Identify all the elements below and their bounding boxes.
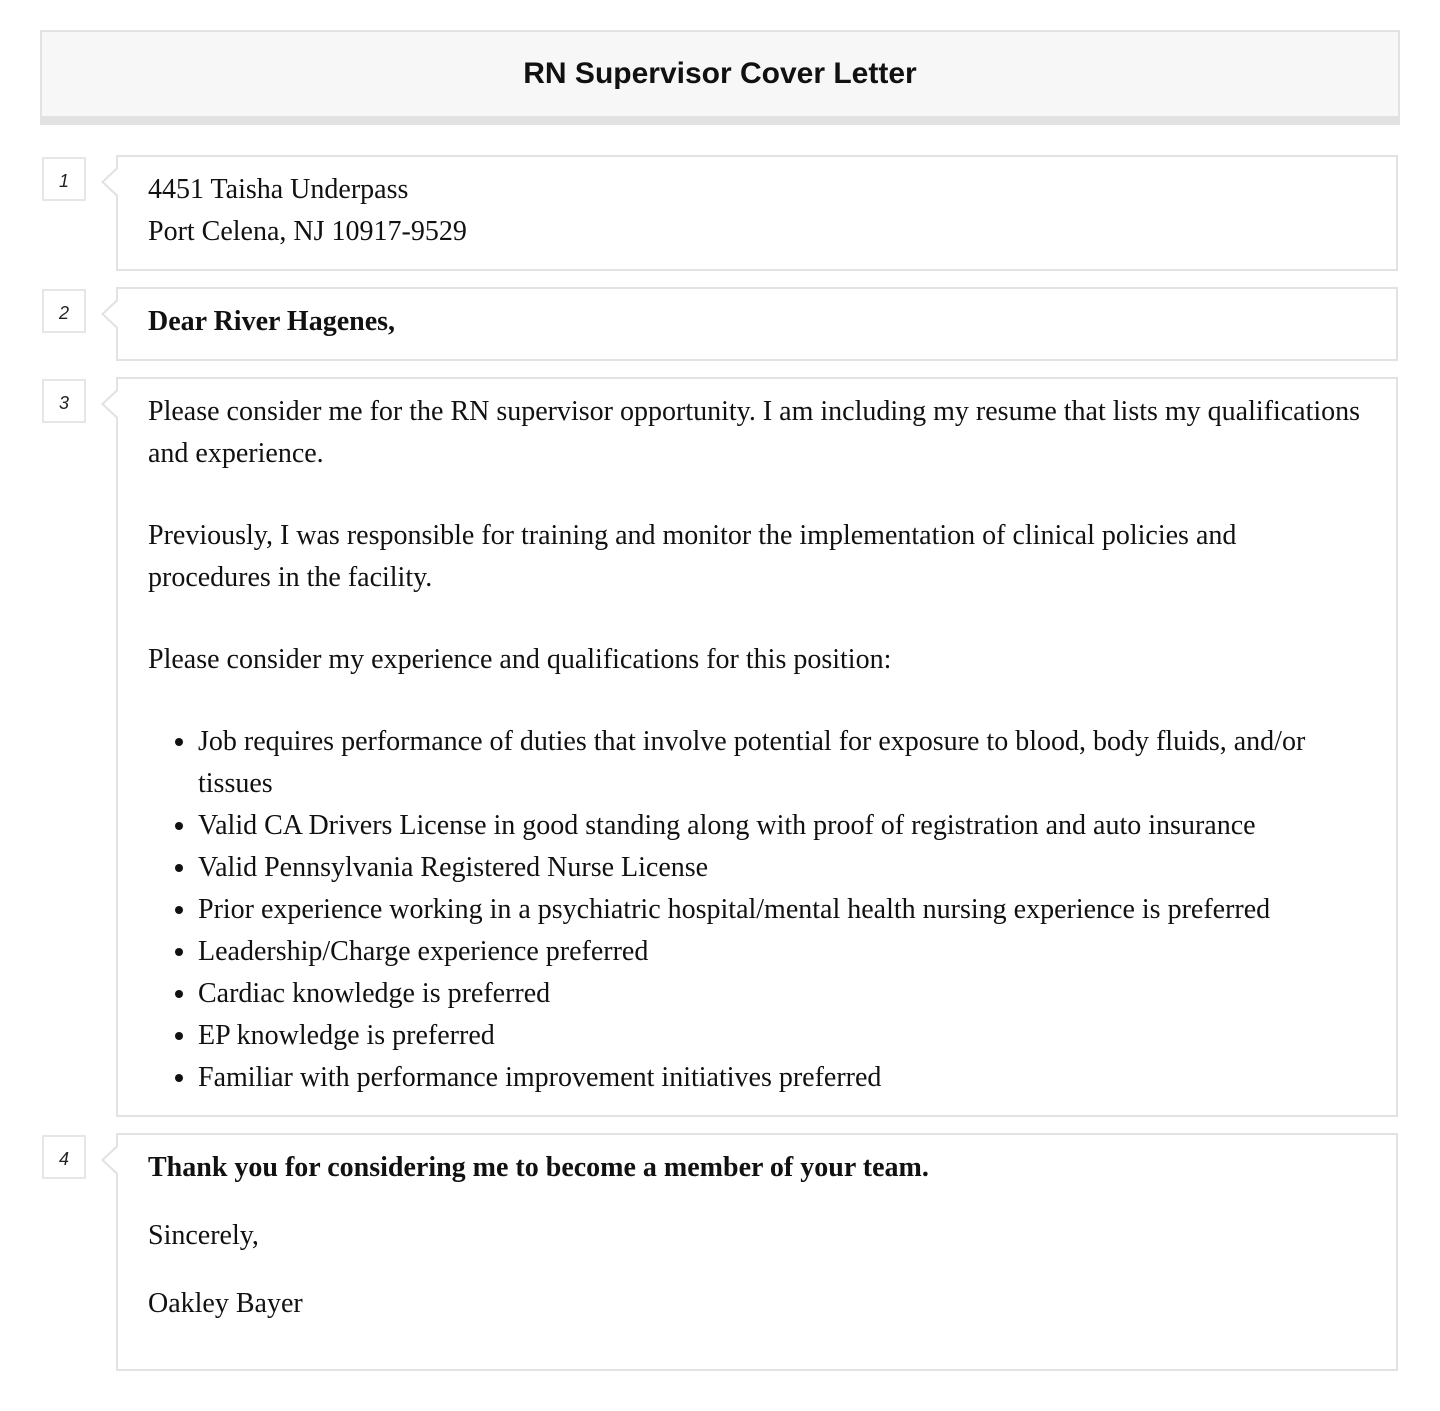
intro-paragraph: Please consider me for the RN supervisor opportunity. I am including my resume that lists my qualifications and experience. — [148, 396, 1361, 469]
salutation-block — [116, 287, 1398, 361]
list-item: • Cardiac knowledge is preferred — [198, 973, 1366, 1015]
closing-line: Sincerely, — [148, 1220, 259, 1251]
salutation: Dear River Hagenes, — [148, 306, 396, 337]
section-number-2: 2 — [42, 289, 86, 333]
list-intro: Please consider my experience and qualifications for this position: — [148, 644, 892, 675]
list-item: • Valid Pennsylvania Registered Nurse License — [198, 847, 1366, 889]
thanks-line: Thank you for considering me to become a member of your team. — [148, 1152, 929, 1183]
address-block — [116, 155, 1398, 271]
address-line-2: Port Celena, NJ 10917-9529 — [148, 216, 467, 247]
signature: Oakley Bayer — [148, 1288, 303, 1319]
section-number-4: 4 — [42, 1135, 86, 1179]
qualifications-list — [148, 721, 1366, 1099]
title-bar — [40, 30, 1400, 125]
section-number-1: 1 — [42, 157, 86, 201]
list-item: • Job requires performance of duties that involve potential for exposure to blood, body fluids, and/or tissues — [198, 721, 1366, 805]
address-line-1: 4451 Taisha Underpass — [148, 174, 409, 205]
closing-block — [116, 1133, 1398, 1371]
list-item: • Leadership/Charge experience preferred — [198, 931, 1366, 973]
previous-paragraph: Previously, I was responsible for training and monitor the implementation of clinical policies and procedures in the facility. — [148, 520, 1237, 593]
page-title: RN Supervisor Cover Letter — [523, 57, 917, 90]
list-item: • EP knowledge is preferred — [198, 1015, 1366, 1057]
list-item: • Prior experience working in a psychiatric hospital/mental health nursing experience is preferred — [198, 889, 1366, 931]
list-item: • Valid CA Drivers License in good standing along with proof of registration and auto insurance — [198, 805, 1366, 847]
body-block — [116, 377, 1398, 1117]
section-number-3: 3 — [42, 379, 86, 423]
list-item: • Familiar with performance improvement initiatives preferred — [198, 1057, 1366, 1099]
